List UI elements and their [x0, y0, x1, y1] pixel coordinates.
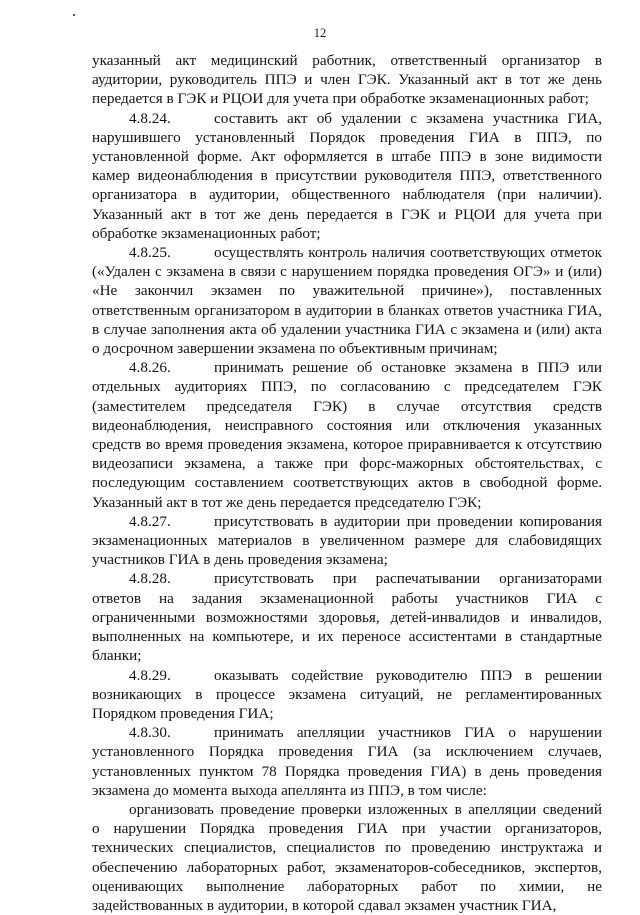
- clause-4-8-26: [92, 358, 602, 512]
- clause-lead-text: принимать апелляции участников ГИА о нарушении: [214, 724, 602, 742]
- clause-4-8-25: [92, 243, 602, 358]
- document-body: [92, 51, 602, 915]
- clause-4-8-27: [92, 512, 602, 570]
- closing-text: о нарушении Порядка проведения ГИА при участии организаторов, технических специалистов, специалистов по проведению инструктажа и обеспечению лабораторных работ, экзаменаторов-собеседников, экспертов, оценивающих выполнение лабораторных работ по химии, не задействованных в аудитории, в которой сдавал экзамен участник ГИА,: [92, 820, 602, 914]
- clause-first-line: [92, 243, 602, 262]
- clause-first-line: [92, 109, 602, 128]
- clause-lead-text: оказывать содействие руководителю ППЭ в решении: [214, 666, 602, 684]
- clause-text: установленного Порядка проведения ГИА (за исключением случаев, установленных пунктом 78 Порядка проведения ГИА) в день проведения экзамена до момента выхода апеллянта из ППЭ, в том числе:: [92, 743, 602, 799]
- clause-4-8-24: [92, 109, 602, 243]
- clause-text: возникающих в процессе экзамена ситуаций, не регламентированных Порядком проведения ГИА;: [92, 685, 602, 722]
- clause-4-8-28: [92, 569, 602, 665]
- clause-lead-text: присутствовать в аудитории при проведении копирования: [214, 512, 602, 530]
- clause-number: 4.8.29.: [129, 666, 171, 684]
- intro-paragraph: указанный акт медицинский работник, ответственный организатор в аудитории, руководитель ППЭ и член ГЭК. Указанный акт в тот же день передается в ГЭК и РЦОИ для учета при обработке экзаменационных работ;: [92, 52, 602, 108]
- clause-first-line: [92, 569, 602, 588]
- clause-first-line: [92, 666, 602, 685]
- clause-text: ответов на задания экзаменационной работы участников ГИА с ограниченными возможностями здоровья, детей-инвалидов и инвалидов, выполненных на компьютере, и их переносе ассистентами в стандартные бланки;: [92, 589, 602, 665]
- clause-lead-text: составить акт об удалении с экзамена участника ГИА,: [214, 109, 602, 127]
- clause-number: 4.8.24.: [129, 109, 171, 127]
- clause-first-line: [92, 358, 602, 377]
- clause-lead-text: осуществлять контроль наличия соответствующих отметок: [214, 244, 602, 262]
- clause-text: («Удален с экзамена в связи с нарушением порядка проведения ОГЭ» и (или) «Не закончил экзамен по уважительной причине»), поставленных ответственным организатором в аудитории в бланках ответов участника ГИА, в случае заполнения акта об удалении участника ГИА с экзамена и (или) акта о досрочном завершении экзамена по объективным причинам;: [92, 263, 602, 358]
- scan-speck: [73, 14, 75, 16]
- clause-text: отдельных аудиториях ППЭ, по согласованию с председателем ГЭК (заместителем председателя ГЭК) в случае отсутствия средств видеонаблюдения, неисправного состояния или отключения указанных средств во время проведения экзамена, которое приравнивается к отсутствию видеозаписи экзамена, а также при форс-мажорных обстоятельствах, с последующим составлением соответствующих актов в свободной форме. Указанный акт в тот же день передается председателю ГЭК;: [92, 378, 602, 511]
- closing-lead-text: организовать проведение проверки изложенных в апелляции сведений: [129, 800, 602, 818]
- clause-4-8-30: [92, 723, 602, 800]
- clause-text: нарушившего установленный Порядок проведения ГИА в ППЭ, по установленной форме. Акт оформляется в штабе ППЭ в зоне видимости камер видеонаблюдения в присутствии руководителя ППЭ, ответственного организатора в аудитории, общественного наблюдателя (при наличии). Указанный акт в тот же день передается в ГЭК и РЦОИ для учета при обработке экзаменационных работ;: [92, 128, 602, 242]
- clause-number: 4.8.25.: [129, 244, 171, 262]
- clause-lead-text: присутствовать при распечатывании организаторами: [214, 570, 602, 588]
- page-number: 12: [313, 26, 327, 40]
- closing-paragraph: [92, 800, 602, 915]
- clause-first-line: [92, 512, 602, 531]
- clause-lead-text: принимать решение об остановке экзамена в ППЭ или: [214, 359, 602, 377]
- clause-number: 4.8.27.: [129, 512, 171, 530]
- clause-first-line: [92, 723, 602, 742]
- clause-4-8-29: [92, 666, 602, 724]
- clause-number: 4.8.28.: [129, 570, 171, 588]
- clause-text: экзаменационных материалов в увеличенном размере для слабовидящих участников ГИА в день проведения экзамена;: [92, 532, 602, 569]
- clause-number: 4.8.26.: [129, 359, 171, 377]
- clause-number: 4.8.30.: [129, 724, 171, 742]
